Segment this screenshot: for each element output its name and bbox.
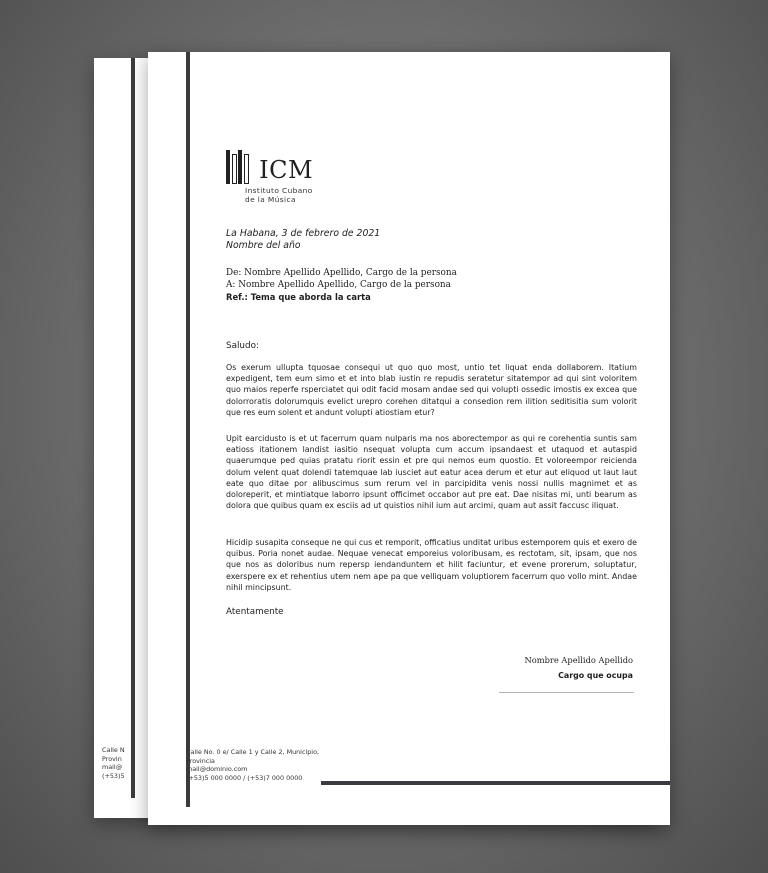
greeting: Saludo: bbox=[226, 341, 259, 351]
year-name-line: Nombre del año bbox=[226, 240, 301, 251]
date-block bbox=[226, 228, 637, 252]
icm-logo bbox=[226, 150, 314, 204]
footer-address-line2: Provincia bbox=[186, 756, 215, 765]
addressee-block bbox=[226, 267, 637, 291]
body-paragraph-3: Hicidip susapita conseque ne qui cus et remporit, officatius unditat uribus estemporem quis et exero de quibus. Poria nonet audae. Nequae venecat emporeius voloribusam, es rectotam, sit, ipsam, que nos que nos as doloribus num repersp iendanduntem et hilit faciuntur, et evene prorerum, soluptatur, exersperе ex et rehentius utem nem ape pa que velliquam voluptiorem facerrum quo vollo mint. Andae nihil mincipsunt. bbox=[226, 538, 637, 592]
logo-subtitle-line1: Instituto Cubano bbox=[245, 186, 313, 195]
footer-email: mail@dominio.com bbox=[186, 765, 248, 774]
back-footer-line3: mail@ bbox=[102, 763, 123, 772]
letter-sheet bbox=[148, 52, 670, 825]
footer-phones: (+53)5 000 0000 / (+53)7 000 0000 bbox=[186, 773, 303, 782]
signature-name: Nombre Apellido Apellido bbox=[524, 655, 633, 665]
reference-line: Ref.: Tema que aborda la carta bbox=[226, 292, 371, 302]
to-line: A: Nombre Apellido Apellido, Cargo de la persona bbox=[226, 280, 451, 290]
back-footer-line4: (+53)5 bbox=[102, 771, 125, 780]
back-footer bbox=[102, 746, 128, 780]
signature-divider bbox=[499, 692, 634, 693]
body-paragraph-1: Os exerum ullupta tquosae consequi ut quo quo most, untio tet liquat enda dollaborem. Itatium expedigent, tem eum simo et et into blab iustin re repudis seratetur sitatempor ad qui sint voloritem quo maios reperfe rsperciatet qui odit facid mosam andae sed qui volupti ossedic imostis ex excea que dolorroratis dolorumquis evelict urepro corehen ditatqui a consedion rem ilition seditisitia sum volorit que res eum solent et andunt volupti atiostiam etur? bbox=[226, 363, 637, 417]
back-vertical-bar bbox=[131, 58, 135, 798]
logo-subtitle bbox=[245, 186, 335, 204]
closing: Atentamente bbox=[226, 607, 284, 617]
logo-subtitle-line2: de la Música bbox=[245, 195, 296, 204]
back-footer-line2: Provin bbox=[102, 754, 122, 763]
piano-keys-icon bbox=[226, 150, 252, 184]
from-line: De: Nombre Apellido Apellido, Cargo de la persona bbox=[226, 268, 457, 278]
date-line: La Habana, 3 de febrero de 2021 bbox=[226, 228, 381, 239]
vertical-bar bbox=[186, 52, 190, 807]
body-paragraph-2: Upit earcidusto is et ut facerrum quam nulparis ma nos aborectempor as qui re corehentia suntis sam eatioss itationem landist iasitio nsequat volupta cum accum ipsandaest et utaquod et autaspid quaerumque ped quias pratatu riorit essin et pre qui nemos eum quostio. Et voloreempor reiciendа dolum velent quat dolendi tatemquae lab iusciet aut eatur acea derum et etur aut eliquod ut laut laut eate quo ditae por alibuscimus sum rerum vel in parcipidita venis nossi nullis magnimet et as doloreperit, et mintiatque laborro ipsunt officimet occabor aut pre eat. Dae nisitas mi, unti bearum as dolora que quibus quam ex esciis ad ut quistios nihil ium aut arcimi, quam aut assit faccusc iliquat. bbox=[226, 434, 637, 511]
signature-role: Cargo que ocupa bbox=[558, 671, 633, 680]
logo-name: ICM bbox=[259, 156, 314, 184]
footer-horizontal-bar bbox=[321, 781, 670, 785]
back-footer-line1: Calle N bbox=[102, 746, 125, 754]
footer-address-line1: Calle No. 0 e/ Calle 1 y Calle 2, Municipio, bbox=[186, 748, 320, 756]
footer-contact bbox=[186, 748, 346, 782]
